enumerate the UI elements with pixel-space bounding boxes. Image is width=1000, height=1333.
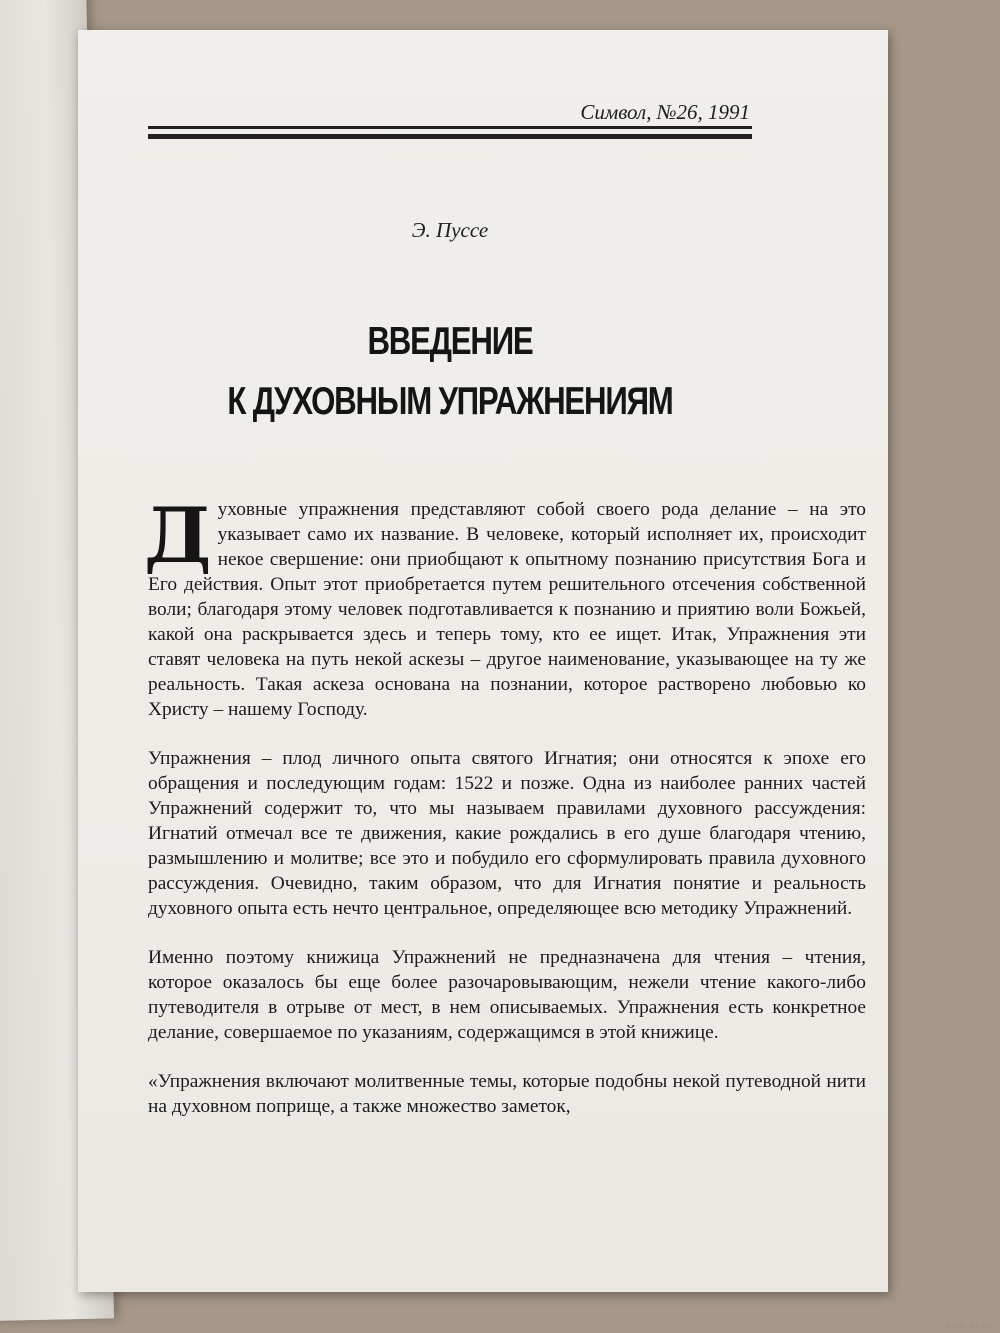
watermark: www.ay.by bbox=[944, 1321, 992, 1331]
running-head: Символ, №26, 1991 bbox=[580, 100, 750, 124]
author-name: Э. Пуссе bbox=[411, 218, 489, 242]
paragraph-1-text: уховные упражнения представляют собой своего рода делание – на это указывает само их название. В человеке, который исполняет их, происходит некое свершение: они приобщают к опытному познанию присутствия Бога и Его действия. Опыт этот приобретается путем решительного отсечения собственной воли; благодаря этому человек подготавливается к познанию и приятию воли Божьей, какой она раскрывается здесь и теперь тому, кто ее ищет. Итак, Упражнения эти ставят человека на путь некой аскезы – другое наименование, указывающее на ту же реальность. Такая аскеза основана на познании, которое растворено любовью ко Христу – нашему Господу. bbox=[148, 499, 866, 720]
header-rule-thick bbox=[148, 134, 752, 139]
paragraph-3: Именно поэтому книжица Упражнений не предназначена для чтения – чтения, которое оказалось бы еще более разочаровывающим, нежели чтение какого-либо путеводителя в отрыве от мест, в нем описываемых. Упражнения есть конкретное делание, совершаемое по указаниям, содержащимся в этой книжице. bbox=[148, 947, 866, 1043]
paragraph-1 bbox=[144, 491, 866, 722]
paragraph-4: «Упражнения включают молитвенные темы, которые подобны некой путеводной нити на духовном поприще, а также множество заметок, bbox=[148, 1071, 866, 1117]
article-title bbox=[208, 312, 691, 432]
paragraph-2: Упражнения – плод личного опыта святого Игнатия; они относятся к эпохе его обращения и последующим годам: 1522 и позже. Одна из наиболее ранних частей Упражнений содержит то, что мы называем правилами духовного рассуждения: Игнатий отмечал все те движения, какие рождались в его душе благодаря чтению, размышлению и молитве; все это и побудило его сформулировать правила духовного рассуждения. Очевидно, таким образом, что для Игнатия понятие и реальность духовного опыта есть нечто центральное, определяющее всю методику Упражнений. bbox=[148, 748, 866, 919]
drop-cap: Д bbox=[144, 491, 212, 580]
title-line-1: ВВЕДЕНИЕ bbox=[367, 320, 533, 363]
title-line-2: К ДУХОВНЫМ УПРАЖНЕНИЯМ bbox=[227, 380, 673, 423]
header-rule-thin bbox=[148, 126, 752, 129]
book-page bbox=[78, 30, 888, 1292]
article-body bbox=[144, 491, 866, 1143]
